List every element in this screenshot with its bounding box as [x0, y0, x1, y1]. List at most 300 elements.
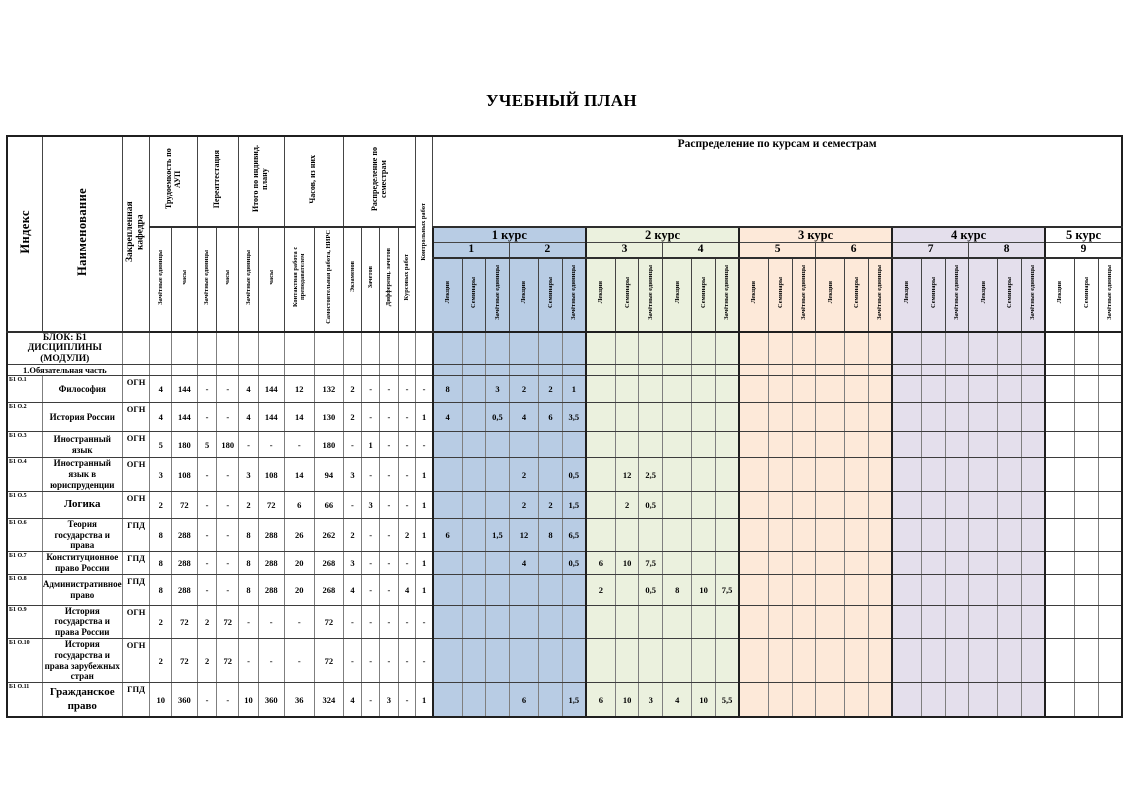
semester-cell [1074, 376, 1098, 403]
semester-cell [539, 432, 563, 458]
semester-cell [462, 365, 486, 376]
semester-cell [1022, 432, 1046, 458]
value-cell: - [217, 458, 239, 491]
semester-cell [739, 365, 768, 376]
semester-subcol-header [486, 258, 510, 332]
semester-cell [639, 432, 663, 458]
semester-cell [586, 605, 615, 638]
value-cell: - [398, 432, 416, 458]
semester-cell [845, 605, 869, 638]
semester-cell [639, 376, 663, 403]
semester-cell [433, 574, 462, 605]
value-cell: 5 [197, 432, 217, 458]
semester-cell [509, 639, 538, 683]
semester-cell [845, 365, 869, 376]
semester-cell [739, 552, 768, 575]
semester-cell [869, 403, 893, 432]
semester-cell [433, 458, 462, 491]
semester-cell [769, 458, 793, 491]
semester-cell [969, 403, 998, 432]
value-cell: 10 [150, 683, 172, 717]
empty-cell [258, 365, 284, 376]
semester-cell [739, 491, 768, 518]
value-cell: - [239, 639, 259, 683]
semester-cell [998, 639, 1022, 683]
semester-cell [539, 552, 563, 575]
empty-cell [197, 332, 217, 365]
value-cell: - [380, 605, 399, 638]
semester-cell [769, 605, 793, 638]
semester-cell [892, 432, 921, 458]
semester-cell [715, 605, 739, 638]
semester-cell: 2 [539, 376, 563, 403]
semester-cell [663, 376, 692, 403]
semester-cell [715, 639, 739, 683]
semester-cell [845, 639, 869, 683]
value-cell: - [217, 552, 239, 575]
semester-cell [1045, 458, 1074, 491]
semester-cell [1045, 552, 1074, 575]
semester-cell [998, 432, 1022, 458]
semester-cell [739, 332, 768, 365]
semester-cell [816, 605, 845, 638]
subcol-recert-credits [197, 227, 217, 332]
value-cell: 3 [380, 683, 399, 717]
semester-cell [1074, 403, 1098, 432]
value-cell: 144 [258, 376, 284, 403]
value-cell: - [343, 432, 362, 458]
semester-cell: 6 [586, 552, 615, 575]
semester-cell [462, 376, 486, 403]
semester-subcol-label: Зачётные единицы [800, 265, 808, 320]
semester-cell [945, 376, 969, 403]
semester-cell [586, 403, 615, 432]
semester-cell [509, 365, 538, 376]
value-cell: 144 [172, 403, 198, 432]
empty-cell [197, 365, 217, 376]
value-cell: - [398, 403, 416, 432]
semester-subcol-label: Лекции [826, 281, 834, 304]
empty-cell [172, 332, 198, 365]
subcol-credits-tests [362, 227, 380, 332]
value-cell: - [197, 403, 217, 432]
semester-cell [433, 639, 462, 683]
semester-subcol-label: Семинары [776, 276, 784, 308]
value-cell: 72 [217, 605, 239, 638]
semester-cell [462, 458, 486, 491]
semester-cell [692, 332, 716, 365]
semester-subcol-header [462, 258, 486, 332]
semester-cell [945, 605, 969, 638]
value-cell: - [362, 518, 380, 551]
semester-cell [586, 365, 615, 376]
semester-cell [921, 332, 945, 365]
semester-cell [921, 403, 945, 432]
semester-cell [739, 403, 768, 432]
semester-cell [486, 458, 510, 491]
value-cell: 132 [315, 376, 344, 403]
value-cell: - [380, 432, 399, 458]
semester-subcol-header [869, 258, 893, 332]
semester-cell [816, 458, 845, 491]
semester-cell [892, 518, 921, 551]
semester-cell [969, 376, 998, 403]
empty-cell [398, 365, 416, 376]
semester-cell: 4 [509, 552, 538, 575]
value-cell: 1 [362, 432, 380, 458]
value-cell: 2 [398, 518, 416, 551]
value-cell: 144 [172, 376, 198, 403]
value-cell: - [217, 491, 239, 518]
department-cell: ГПД [122, 683, 150, 717]
semester-cell [1022, 403, 1046, 432]
semester-subcol-header [509, 258, 538, 332]
semester-cell [969, 365, 998, 376]
semester-cell: 0,5 [639, 574, 663, 605]
discipline-name-cell: Иностранный язык [42, 432, 122, 458]
semester-cell [892, 376, 921, 403]
semester-cell [433, 605, 462, 638]
semester-cell [945, 683, 969, 717]
section-row [7, 332, 1122, 365]
semester-cell [998, 574, 1022, 605]
semester-cell [615, 639, 639, 683]
semester-cell: 3 [486, 376, 510, 403]
subcol-independent-work [315, 227, 344, 332]
value-cell: 1 [416, 574, 433, 605]
value-cell: 3 [362, 491, 380, 518]
semester-cell [792, 605, 816, 638]
semester-cell [969, 332, 998, 365]
semester-cell: 1,5 [562, 491, 586, 518]
value-cell: 288 [172, 552, 198, 575]
semester-cell [615, 432, 639, 458]
value-cell: 26 [284, 518, 315, 551]
index-cell: Б1 О.8 [7, 574, 42, 605]
value-cell: 6 [284, 491, 315, 518]
semester-cell [1098, 458, 1122, 491]
semester-subcol-label: Лекции [750, 281, 758, 304]
semester-cell [486, 683, 510, 717]
semester-cell [792, 518, 816, 551]
semester-cell [663, 365, 692, 376]
semester-cell [969, 491, 998, 518]
semester-cell [715, 332, 739, 365]
discipline-name-cell: История России [42, 403, 122, 432]
semester-cell [462, 403, 486, 432]
semester-cell [845, 552, 869, 575]
semester-cell [663, 518, 692, 551]
semester-cell: 4 [663, 683, 692, 717]
semester-cell [639, 639, 663, 683]
value-cell: - [380, 458, 399, 491]
semester-subcol-header [433, 258, 462, 332]
semester-subcol-label: Семинары [853, 276, 861, 308]
semester-subcol-header [1098, 258, 1122, 332]
value-cell: - [398, 491, 416, 518]
semester-cell [1045, 605, 1074, 638]
semester-cell [816, 332, 845, 365]
value-cell: - [416, 432, 433, 458]
semester-subcol-header [586, 258, 615, 332]
semester-cell [1022, 458, 1046, 491]
value-cell: - [284, 432, 315, 458]
semester-cell [639, 605, 663, 638]
semester-subcol-label: Лекции [979, 281, 987, 304]
index-cell: Б1 О.3 [7, 432, 42, 458]
semester-subcol-label: Зачётные единицы [570, 265, 578, 320]
subcol-label: Зачетов [367, 265, 375, 289]
department-cell: ОГН [122, 458, 150, 491]
semester-cell [869, 491, 893, 518]
semester-cell [998, 605, 1022, 638]
index-cell: Б1 О.1 [7, 376, 42, 403]
value-cell: 180 [217, 432, 239, 458]
discipline-row [7, 376, 1122, 403]
value-cell: - [217, 376, 239, 403]
semester-cell [486, 332, 510, 365]
semester-cell [539, 683, 563, 717]
value-cell: 72 [172, 491, 198, 518]
subcol-total-credits [239, 227, 259, 332]
value-cell: - [416, 639, 433, 683]
value-cell: - [197, 491, 217, 518]
section-row [7, 365, 1122, 376]
value-cell: 2 [150, 605, 172, 638]
semester-cell [462, 639, 486, 683]
semester-cell: 12 [615, 458, 639, 491]
semester-cell [769, 432, 793, 458]
semester-cell [715, 518, 739, 551]
discipline-row [7, 639, 1122, 683]
semester-cell [945, 432, 969, 458]
semester-cell [562, 365, 586, 376]
semester-cell [692, 518, 716, 551]
semester-subcol-header [715, 258, 739, 332]
semester-cell [509, 605, 538, 638]
empty-cell [284, 332, 315, 365]
empty-cell [239, 365, 259, 376]
semester-cell [845, 574, 869, 605]
department-cell: ОГН [122, 639, 150, 683]
semester-cell [1022, 518, 1046, 551]
semester-cell [739, 432, 768, 458]
course-header: 2 курс [586, 227, 739, 242]
semester-cell [1098, 574, 1122, 605]
semester-cell [1022, 332, 1046, 365]
semester-subcol-header [998, 258, 1022, 332]
value-cell: 1 [416, 491, 433, 518]
semester-cell [539, 458, 563, 491]
semester-cell [1074, 639, 1098, 683]
discipline-row [7, 574, 1122, 605]
page-title: УЧЕБНЫЙ ПЛАН [485, 91, 638, 110]
value-cell: 2 [239, 491, 259, 518]
semester-cell [769, 518, 793, 551]
empty-cell [362, 365, 380, 376]
semester-cell [462, 605, 486, 638]
semester-cell [739, 639, 768, 683]
semester-header: 8 [969, 242, 1045, 257]
semester-cell [869, 574, 893, 605]
semester-header: 1 [433, 242, 510, 257]
empty-cell [239, 332, 259, 365]
semester-cell [562, 605, 586, 638]
semester-subcol-label: Семинары [1006, 276, 1014, 308]
semester-cell [586, 432, 615, 458]
value-cell: 108 [258, 458, 284, 491]
index-cell: Б1 О.10 [7, 639, 42, 683]
semester-cell: 6,5 [562, 518, 586, 551]
value-cell: 4 [398, 574, 416, 605]
semester-cell [998, 458, 1022, 491]
semester-cell [462, 432, 486, 458]
semester-cell: 10 [692, 574, 716, 605]
semester-cell [462, 491, 486, 518]
value-cell: - [362, 552, 380, 575]
semester-cell [921, 518, 945, 551]
semester-cell [663, 403, 692, 432]
index-cell: Б1 О.5 [7, 491, 42, 518]
semester-cell [792, 403, 816, 432]
semester-cell [869, 376, 893, 403]
semester-cell [1074, 605, 1098, 638]
value-cell: 4 [343, 683, 362, 717]
semester-cell [615, 332, 639, 365]
index-cell: Б1 О.9 [7, 605, 42, 638]
empty-cell [380, 365, 399, 376]
semester-header: 7 [892, 242, 968, 257]
value-cell: 2 [150, 491, 172, 518]
subcol-label: Самостоятельная работа, НИРС [325, 230, 333, 324]
empty-cell [343, 365, 362, 376]
empty-cell [416, 332, 433, 365]
value-cell: - [343, 639, 362, 683]
col-header-department [122, 136, 150, 332]
value-cell: 94 [315, 458, 344, 491]
value-cell: - [362, 458, 380, 491]
semester-cell [892, 403, 921, 432]
discipline-row [7, 605, 1122, 638]
semester-subcol-header [663, 258, 692, 332]
semester-subcol-header [639, 258, 663, 332]
semester-cell [869, 518, 893, 551]
semester-cell [845, 376, 869, 403]
semester-subcol-label: Семинары [623, 276, 631, 308]
value-cell: 3 [343, 458, 362, 491]
value-cell: 8 [150, 574, 172, 605]
semester-cell [663, 491, 692, 518]
value-cell: 3 [343, 552, 362, 575]
semester-cell [715, 552, 739, 575]
value-cell: 5 [150, 432, 172, 458]
value-cell: 8 [239, 574, 259, 605]
subcol-workload-hours [172, 227, 198, 332]
semester-cell [792, 552, 816, 575]
col-header-department-label: Закрепленная кафедра [125, 201, 147, 262]
semester-header: 4 [663, 242, 740, 257]
semester-cell [945, 552, 969, 575]
semester-cell [845, 458, 869, 491]
semester-cell [462, 683, 486, 717]
empty-cell [258, 332, 284, 365]
section-label: БЛОК: Б1 ДИСЦИПЛИНЫ (МОДУЛИ) [7, 332, 122, 365]
subcol-label: Дифференц. зачетов [385, 247, 393, 307]
semester-cell: 0,5 [486, 403, 510, 432]
semester-cell [869, 458, 893, 491]
department-cell: ОГН [122, 432, 150, 458]
semester-cell [869, 432, 893, 458]
subcol-recert-hours [217, 227, 239, 332]
semester-cell [715, 491, 739, 518]
semester-cell [509, 332, 538, 365]
semester-cell [615, 518, 639, 551]
semester-cell [462, 332, 486, 365]
semester-subcol-label: Зачётные единицы [1106, 265, 1114, 320]
value-cell: 14 [284, 458, 315, 491]
index-cell: Б1 О.11 [7, 683, 42, 717]
semester-cell [1098, 376, 1122, 403]
value-cell: - [416, 605, 433, 638]
semester-cell [921, 552, 945, 575]
discipline-row [7, 683, 1122, 717]
semester-cell [869, 332, 893, 365]
value-cell: - [380, 639, 399, 683]
subcol-label: Зачётные единицы [244, 249, 252, 305]
semester-cell [433, 432, 462, 458]
semester-cell: 12 [509, 518, 538, 551]
semester-cell [663, 639, 692, 683]
semester-subcol-header [892, 258, 921, 332]
value-cell: 8 [239, 518, 259, 551]
discipline-row [7, 403, 1122, 432]
value-cell: - [258, 639, 284, 683]
col-group-semester-distribution-label: Распределение по семестрам [369, 147, 388, 211]
value-cell: - [197, 458, 217, 491]
semester-cell [586, 639, 615, 683]
semester-cell [1022, 365, 1046, 376]
semester-cell [433, 683, 462, 717]
semester-cell [792, 491, 816, 518]
semester-subcol-label: Лекции [444, 281, 452, 304]
semester-cell: 7,5 [715, 574, 739, 605]
value-cell: 4 [150, 403, 172, 432]
department-cell: ОГН [122, 403, 150, 432]
semester-cell [639, 518, 663, 551]
semester-cell [816, 683, 845, 717]
semester-subcol-label: Семинары [929, 276, 937, 308]
semester-cell [486, 552, 510, 575]
value-cell: 1 [416, 552, 433, 575]
semester-cell: 4 [433, 403, 462, 432]
semester-subcol-label: Семинары [1082, 276, 1090, 308]
value-cell: - [380, 376, 399, 403]
semester-cell: 2 [509, 491, 538, 518]
semester-cell [1098, 365, 1122, 376]
semester-cell [816, 432, 845, 458]
value-cell: 36 [284, 683, 315, 717]
semester-cell [1098, 518, 1122, 551]
subcol-label: Экзаменов [348, 261, 356, 293]
semester-subcol-header [1074, 258, 1098, 332]
semester-cell [998, 403, 1022, 432]
value-cell: - [398, 639, 416, 683]
semester-cell [816, 574, 845, 605]
empty-cell [398, 332, 416, 365]
semester-cell [969, 458, 998, 491]
semester-cell [462, 574, 486, 605]
value-cell: - [343, 605, 362, 638]
